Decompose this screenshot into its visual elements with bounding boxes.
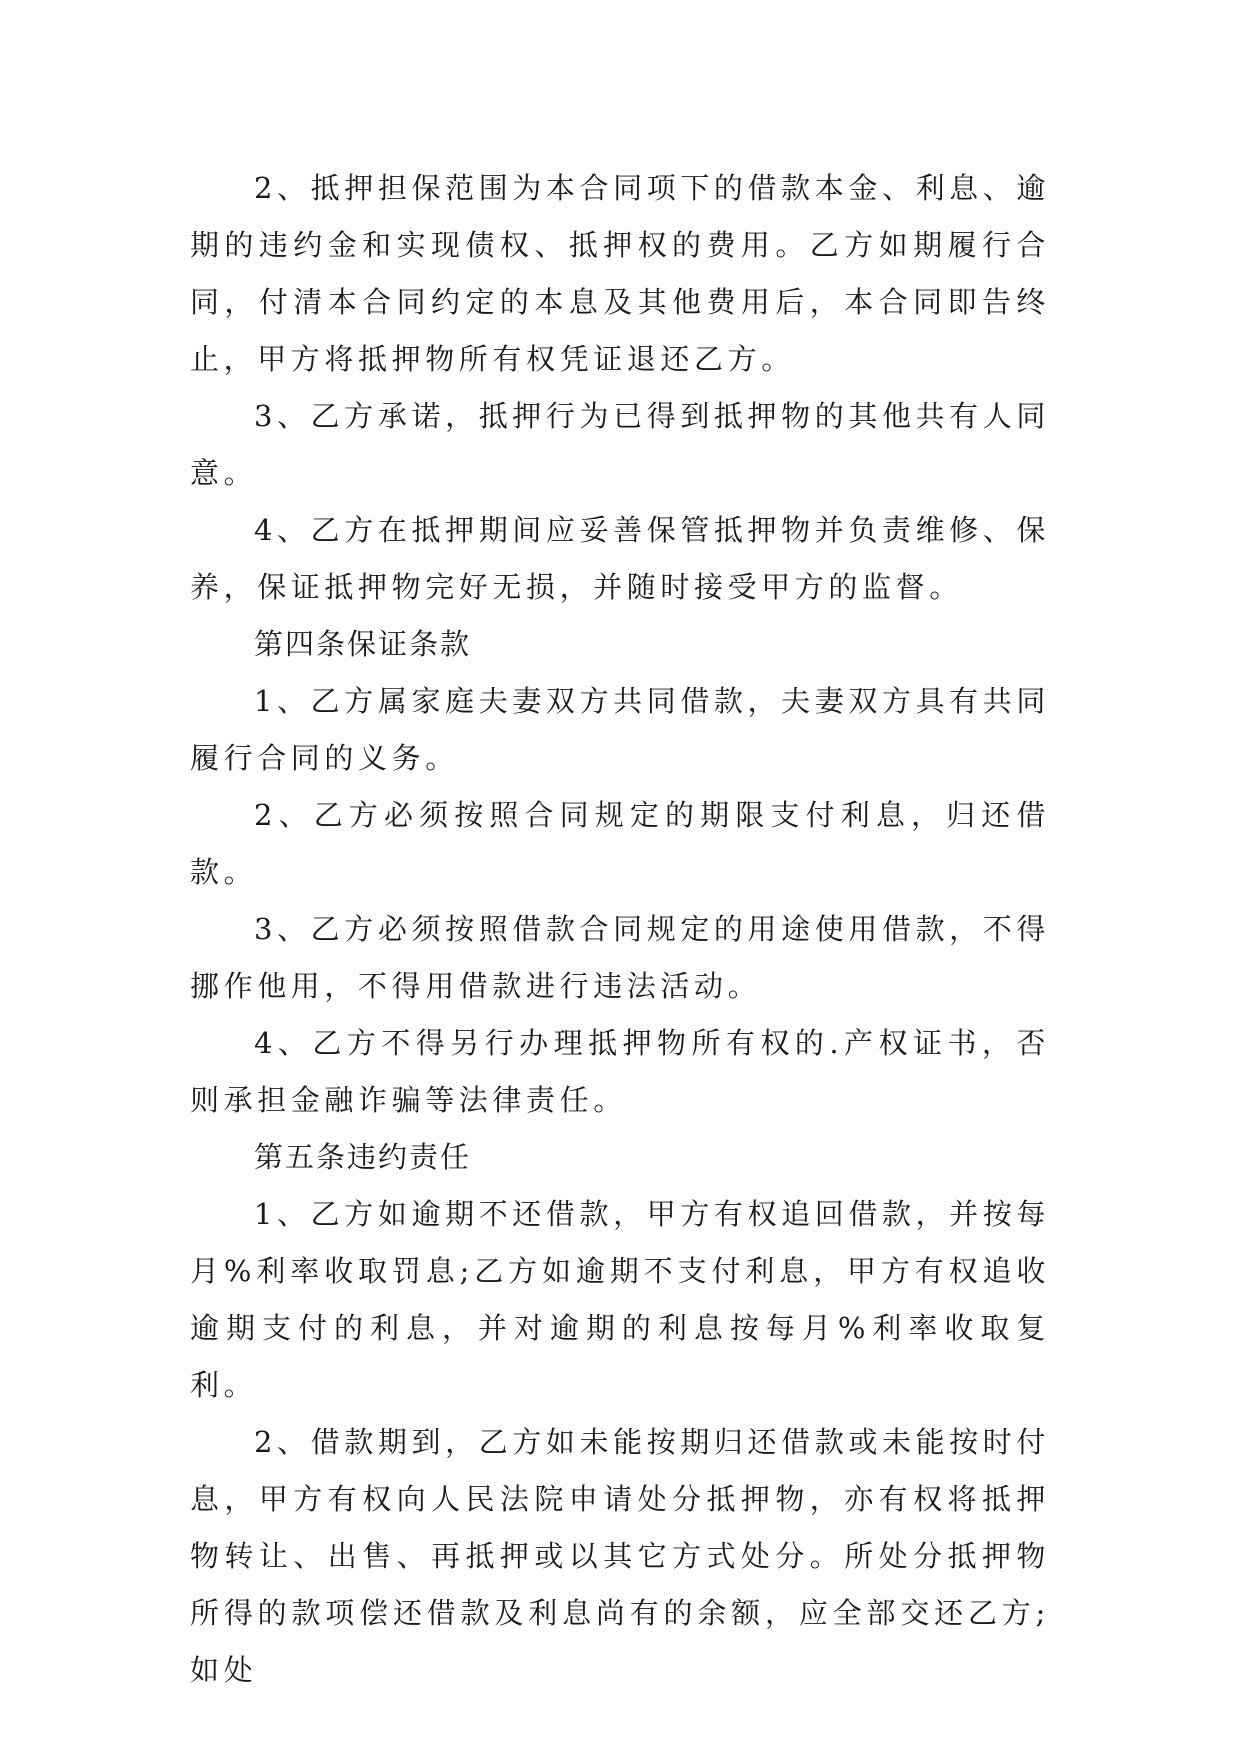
section-heading-guarantee: 第四条保证条款 — [254, 627, 472, 661]
paragraph-loan-purpose: 3、乙方必须按照借款合同规定的用途使用借款，不得挪作他用，不得用借款进行违法活动。 — [190, 912, 1050, 1003]
paragraph-collateral-disposal: 2、借款期到，乙方如未能按期归还借款或未能按时付息，甲方有权向人民法院申请处分抵押物，亦有权将抵押物转让、出售、再抵押或以其它方式处分。所处分抵押物所得的款项偿还借款及利息尚有的余额，应全部交还乙方;如处 — [190, 1425, 1050, 1687]
paragraph-co-owner-consent: 3、乙方承诺，抵押行为已得到抵押物的其他共有人同意。 — [190, 399, 1050, 490]
paragraph-overdue-penalty: 1、乙方如逾期不还借款，甲方有权追回借款，并按每月%利率收取罚息;乙方如逾期不支付利息，甲方有权追收逾期支付的利息，并对逾期的利息按每月%利率收取复利。 — [190, 1197, 1050, 1402]
paragraph-certificate-restriction: 4、乙方不得另行办理抵押物所有权的.产权证书，否则承担金融诈骗等法律责任。 — [190, 1026, 1050, 1117]
paragraph-joint-borrowing: 1、乙方属家庭夫妻双方共同借款，夫妻双方具有共同履行合同的义务。 — [190, 684, 1050, 775]
paragraph-custody-duty: 4、乙方在抵押期间应妥善保管抵押物并负责维修、保养，保证抵押物完好无损，并随时接受甲方的监督。 — [190, 513, 1050, 604]
paragraph-mortgage-scope: 2、抵押担保范围为本合同项下的借款本金、利息、逾期的违约金和实现债权、抵押权的费用。乙方如期履行合同，付清本合同约定的本息及其他费用后，本合同即告终止，甲方将抵押物所有权凭证退还乙方。 — [190, 171, 1050, 376]
paragraph-interest-payment: 2、乙方必须按照合同规定的期限支付利息，归还借款。 — [190, 798, 1050, 889]
document-body — [190, 160, 1050, 1699]
section-heading-liability: 第五条违约责任 — [254, 1140, 472, 1174]
